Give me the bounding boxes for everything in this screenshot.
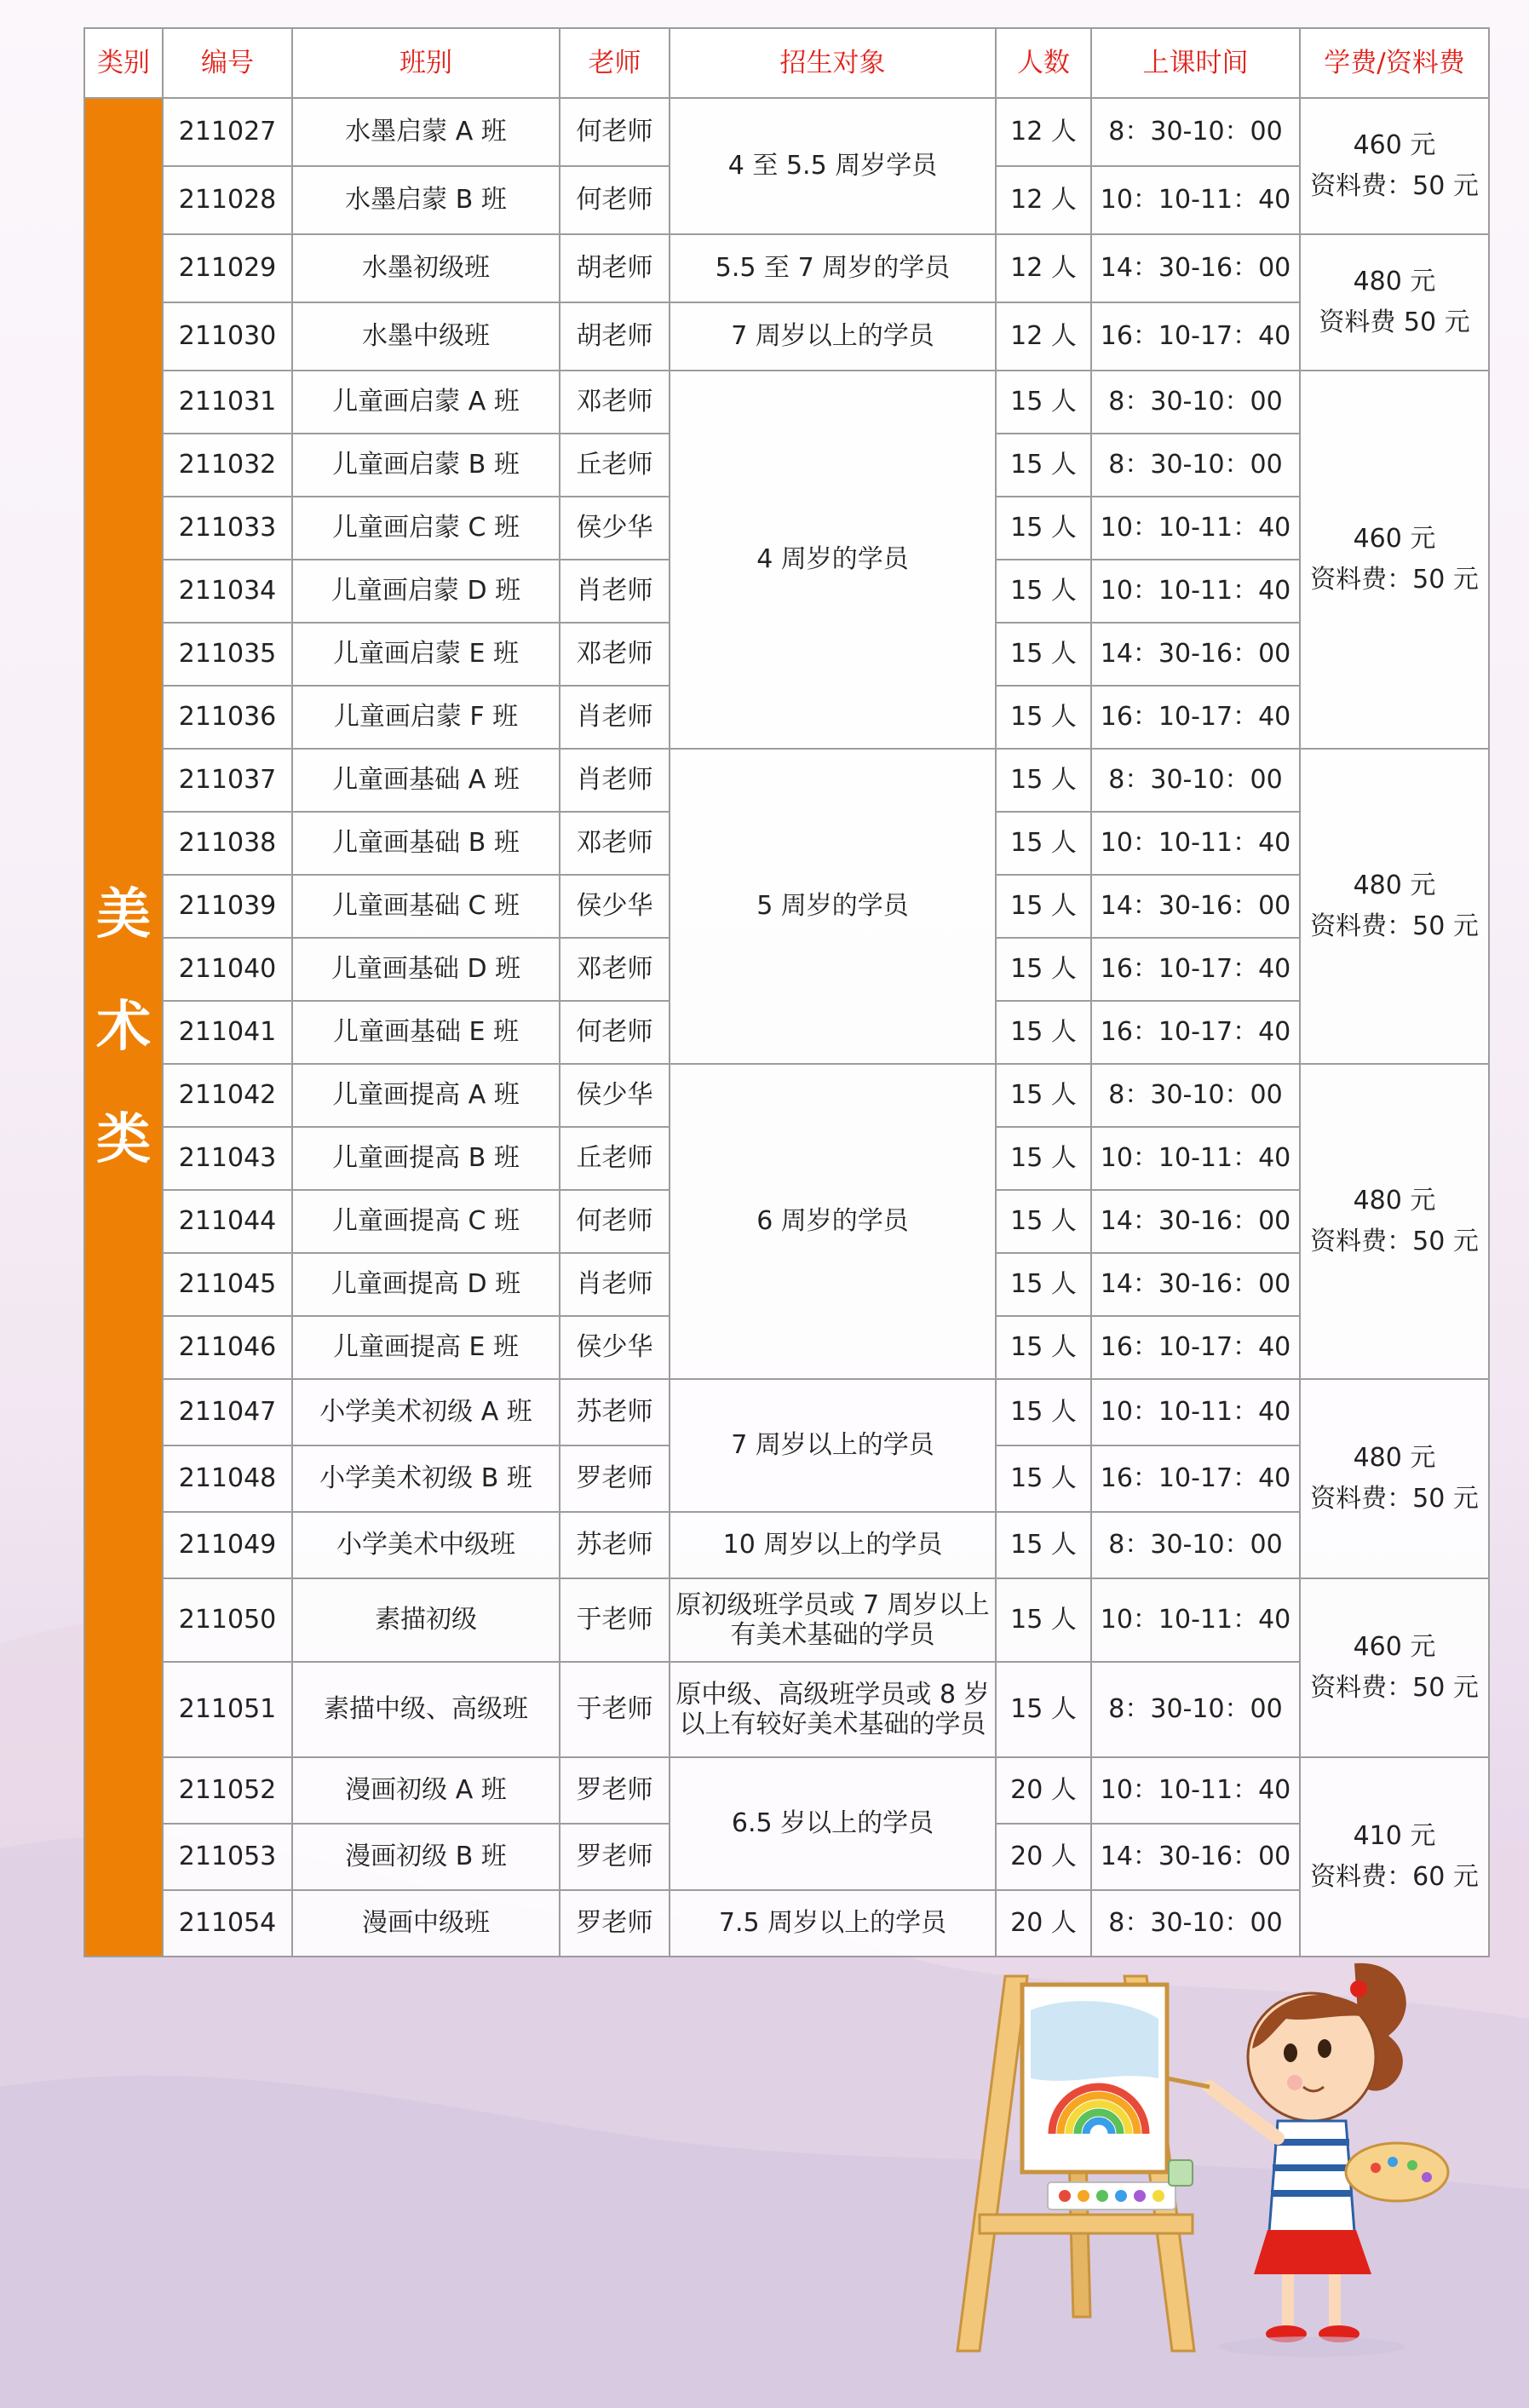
class-name-cell: 儿童画提高 C 班	[292, 1190, 560, 1253]
class-name-cell: 儿童画启蒙 C 班	[292, 497, 560, 560]
capacity-cell: 15 人	[996, 1316, 1091, 1379]
class-name-cell: 儿童画提高 D 班	[292, 1253, 560, 1316]
teacher-cell: 苏老师	[560, 1512, 670, 1578]
capacity-cell: 15 人	[996, 749, 1091, 812]
capacity-cell: 15 人	[996, 560, 1091, 623]
class-code-cell: 211045	[163, 1253, 292, 1316]
target-students-cell: 7 周岁以上的学员	[670, 1379, 996, 1512]
header-row	[84, 28, 1489, 98]
class-code-cell: 211042	[163, 1064, 292, 1127]
class-schedule-table	[83, 27, 1490, 1957]
teacher-cell: 肖老师	[560, 1253, 670, 1316]
class-time-cell: 14：30-16：00	[1091, 1253, 1300, 1316]
capacity-cell: 20 人	[996, 1890, 1091, 1957]
capacity-cell: 15 人	[996, 1253, 1091, 1316]
header-code: 编号	[163, 28, 292, 98]
class-name-cell: 水墨启蒙 A 班	[292, 98, 560, 166]
teacher-cell: 胡老师	[560, 302, 670, 371]
teacher-cell: 邓老师	[560, 371, 670, 434]
table-row	[84, 1379, 1489, 1445]
class-name-cell: 小学美术中级班	[292, 1512, 560, 1578]
class-time-cell: 14：30-16：00	[1091, 623, 1300, 686]
target-students-cell: 7.5 周岁以上的学员	[670, 1890, 996, 1957]
class-time-cell: 10：10-11：40	[1091, 166, 1300, 234]
table-row	[84, 1512, 1489, 1578]
target-students-cell: 10 周岁以上的学员	[670, 1512, 996, 1578]
class-time-cell: 16：10-17：40	[1091, 302, 1300, 371]
teacher-cell: 罗老师	[560, 1890, 670, 1957]
class-time-cell: 14：30-16：00	[1091, 234, 1300, 302]
teacher-cell: 罗老师	[560, 1824, 670, 1890]
class-time-cell: 16：10-17：40	[1091, 1001, 1300, 1064]
teacher-cell: 胡老师	[560, 234, 670, 302]
capacity-cell: 12 人	[996, 234, 1091, 302]
class-name-cell: 水墨中级班	[292, 302, 560, 371]
class-code-cell: 211051	[163, 1662, 292, 1757]
class-name-cell: 小学美术初级 B 班	[292, 1445, 560, 1512]
table-row	[84, 234, 1489, 302]
class-name-cell: 儿童画启蒙 E 班	[292, 623, 560, 686]
target-students-cell: 7 周岁以上的学员	[670, 302, 996, 371]
category-cell	[84, 98, 163, 1957]
teacher-cell: 丘老师	[560, 434, 670, 497]
class-code-cell: 211028	[163, 166, 292, 234]
teacher-cell: 侯少华	[560, 875, 670, 938]
teacher-cell: 何老师	[560, 1001, 670, 1064]
class-code-cell: 211046	[163, 1316, 292, 1379]
header-category: 类别	[84, 28, 163, 98]
class-code-cell: 211027	[163, 98, 292, 166]
class-time-cell: 8：30-10：00	[1091, 98, 1300, 166]
class-time-cell: 10：10-11：40	[1091, 1578, 1300, 1662]
header-count: 人数	[996, 28, 1091, 98]
teacher-cell: 邓老师	[560, 938, 670, 1001]
capacity-cell: 15 人	[996, 686, 1091, 749]
table-row	[84, 1890, 1489, 1957]
target-students-cell: 4 至 5.5 周岁学员	[670, 98, 996, 234]
teacher-cell: 侯少华	[560, 1064, 670, 1127]
class-name-cell: 儿童画启蒙 B 班	[292, 434, 560, 497]
class-name-cell: 素描初级	[292, 1578, 560, 1662]
table-row	[84, 302, 1489, 371]
class-time-cell: 14：30-16：00	[1091, 875, 1300, 938]
class-name-cell: 儿童画启蒙 D 班	[292, 560, 560, 623]
capacity-cell: 15 人	[996, 1445, 1091, 1512]
class-time-cell: 16：10-17：40	[1091, 1316, 1300, 1379]
class-code-cell: 211050	[163, 1578, 292, 1662]
class-name-cell: 儿童画基础 B 班	[292, 812, 560, 875]
target-students-cell: 原初级班学员或 7 周岁以上有美术基础的学员	[670, 1578, 996, 1662]
class-time-cell: 10：10-11：40	[1091, 497, 1300, 560]
class-name-cell: 儿童画提高 E 班	[292, 1316, 560, 1379]
target-students-cell: 6.5 岁以上的学员	[670, 1757, 996, 1890]
class-time-cell: 8：30-10：00	[1091, 1890, 1300, 1957]
capacity-cell: 12 人	[996, 98, 1091, 166]
class-time-cell: 10：10-11：40	[1091, 812, 1300, 875]
teacher-cell: 邓老师	[560, 812, 670, 875]
class-time-cell: 10：10-11：40	[1091, 560, 1300, 623]
header-fee: 学费/资料费	[1300, 28, 1489, 98]
capacity-cell: 15 人	[996, 1127, 1091, 1190]
class-code-cell: 211032	[163, 434, 292, 497]
fee-cell: 410 元 资料费：60 元	[1300, 1757, 1489, 1957]
class-name-cell: 漫画初级 B 班	[292, 1824, 560, 1890]
class-name-cell: 水墨初级班	[292, 234, 560, 302]
table-row	[84, 98, 1489, 166]
class-time-cell: 16：10-17：40	[1091, 686, 1300, 749]
class-code-cell: 211035	[163, 623, 292, 686]
table-row	[84, 1662, 1489, 1757]
header-target: 招生对象	[670, 28, 996, 98]
capacity-cell: 12 人	[996, 166, 1091, 234]
class-code-cell: 211044	[163, 1190, 292, 1253]
teacher-cell: 何老师	[560, 166, 670, 234]
target-students-cell: 4 周岁的学员	[670, 371, 996, 749]
teacher-cell: 罗老师	[560, 1445, 670, 1512]
capacity-cell: 15 人	[996, 1578, 1091, 1662]
capacity-cell: 12 人	[996, 302, 1091, 371]
class-code-cell: 211033	[163, 497, 292, 560]
teacher-cell: 肖老师	[560, 749, 670, 812]
class-code-cell: 211047	[163, 1379, 292, 1445]
class-time-cell: 8：30-10：00	[1091, 434, 1300, 497]
header-teacher: 老师	[560, 28, 670, 98]
class-time-cell: 14：30-16：00	[1091, 1190, 1300, 1253]
capacity-cell: 15 人	[996, 1662, 1091, 1757]
girl-painting-illustration	[946, 1959, 1465, 2368]
capacity-cell: 20 人	[996, 1757, 1091, 1824]
class-name-cell: 漫画中级班	[292, 1890, 560, 1957]
teacher-cell: 何老师	[560, 1190, 670, 1253]
class-time-cell: 8：30-10：00	[1091, 1064, 1300, 1127]
table-row	[84, 1064, 1489, 1127]
teacher-cell: 丘老师	[560, 1127, 670, 1190]
class-time-cell: 10：10-11：40	[1091, 1379, 1300, 1445]
class-code-cell: 211041	[163, 1001, 292, 1064]
target-students-cell: 5 周岁的学员	[670, 749, 996, 1064]
capacity-cell: 15 人	[996, 938, 1091, 1001]
class-name-cell: 儿童画基础 C 班	[292, 875, 560, 938]
target-students-cell: 6 周岁的学员	[670, 1064, 996, 1379]
teacher-cell: 邓老师	[560, 623, 670, 686]
class-name-cell: 儿童画启蒙 F 班	[292, 686, 560, 749]
capacity-cell: 15 人	[996, 497, 1091, 560]
capacity-cell: 15 人	[996, 1190, 1091, 1253]
class-code-cell: 211034	[163, 560, 292, 623]
target-students-cell: 5.5 至 7 周岁的学员	[670, 234, 996, 302]
class-name-cell: 素描中级、高级班	[292, 1662, 560, 1757]
class-time-cell: 14：30-16：00	[1091, 1824, 1300, 1890]
category-label: 美 术 类	[96, 883, 151, 1171]
class-name-cell: 儿童画基础 A 班	[292, 749, 560, 812]
fee-cell: 460 元 资料费：50 元	[1300, 1578, 1489, 1757]
fee-cell: 460 元 资料费：50 元	[1300, 371, 1489, 749]
class-code-cell: 211036	[163, 686, 292, 749]
class-time-cell: 8：30-10：00	[1091, 371, 1300, 434]
header-time: 上课时间	[1091, 28, 1300, 98]
fee-cell: 480 元 资料费：50 元	[1300, 749, 1489, 1064]
teacher-cell: 于老师	[560, 1662, 670, 1757]
class-time-cell: 10：10-11：40	[1091, 1757, 1300, 1824]
class-name-cell: 儿童画基础 E 班	[292, 1001, 560, 1064]
capacity-cell: 15 人	[996, 371, 1091, 434]
teacher-cell: 苏老师	[560, 1379, 670, 1445]
class-code-cell: 211031	[163, 371, 292, 434]
capacity-cell: 15 人	[996, 1001, 1091, 1064]
fee-cell: 480 元 资料费：50 元	[1300, 1064, 1489, 1379]
capacity-cell: 20 人	[996, 1824, 1091, 1890]
capacity-cell: 15 人	[996, 1379, 1091, 1445]
capacity-cell: 15 人	[996, 1512, 1091, 1578]
teacher-cell: 肖老师	[560, 560, 670, 623]
class-time-cell: 16：10-17：40	[1091, 938, 1300, 1001]
teacher-cell: 于老师	[560, 1578, 670, 1662]
capacity-cell: 15 人	[996, 812, 1091, 875]
class-code-cell: 211049	[163, 1512, 292, 1578]
fee-cell: 460 元 资料费：50 元	[1300, 98, 1489, 234]
class-name-cell: 儿童画基础 D 班	[292, 938, 560, 1001]
class-name-cell: 儿童画提高 A 班	[292, 1064, 560, 1127]
class-code-cell: 211043	[163, 1127, 292, 1190]
class-code-cell: 211053	[163, 1824, 292, 1890]
table-row	[84, 371, 1489, 434]
class-code-cell: 211037	[163, 749, 292, 812]
class-time-cell: 16：10-17：40	[1091, 1445, 1300, 1512]
class-code-cell: 211054	[163, 1890, 292, 1957]
class-name-cell: 漫画初级 A 班	[292, 1757, 560, 1824]
teacher-cell: 罗老师	[560, 1757, 670, 1824]
class-code-cell: 211038	[163, 812, 292, 875]
class-code-cell: 211052	[163, 1757, 292, 1824]
capacity-cell: 15 人	[996, 1064, 1091, 1127]
class-name-cell: 儿童画提高 B 班	[292, 1127, 560, 1190]
class-name-cell: 儿童画启蒙 A 班	[292, 371, 560, 434]
class-code-cell: 211040	[163, 938, 292, 1001]
class-name-cell: 水墨启蒙 B 班	[292, 166, 560, 234]
target-students-cell: 原中级、高级班学员或 8 岁以上有较好美术基础的学员	[670, 1662, 996, 1757]
class-code-cell: 211048	[163, 1445, 292, 1512]
table-row	[84, 1578, 1489, 1662]
table-row	[84, 1757, 1489, 1824]
class-code-cell: 211030	[163, 302, 292, 371]
class-code-cell: 211039	[163, 875, 292, 938]
capacity-cell: 15 人	[996, 623, 1091, 686]
capacity-cell: 15 人	[996, 434, 1091, 497]
class-time-cell: 8：30-10：00	[1091, 749, 1300, 812]
capacity-cell: 15 人	[996, 875, 1091, 938]
teacher-cell: 侯少华	[560, 1316, 670, 1379]
fee-cell: 480 元 资料费：50 元	[1300, 1379, 1489, 1578]
fee-cell: 480 元 资料费 50 元	[1300, 234, 1489, 371]
class-time-cell: 8：30-10：00	[1091, 1512, 1300, 1578]
class-time-cell: 8：30-10：00	[1091, 1662, 1300, 1757]
teacher-cell: 肖老师	[560, 686, 670, 749]
header-class: 班别	[292, 28, 560, 98]
class-time-cell: 10：10-11：40	[1091, 1127, 1300, 1190]
teacher-cell: 何老师	[560, 98, 670, 166]
class-code-cell: 211029	[163, 234, 292, 302]
table-row	[84, 749, 1489, 812]
teacher-cell: 侯少华	[560, 497, 670, 560]
class-name-cell: 小学美术初级 A 班	[292, 1379, 560, 1445]
